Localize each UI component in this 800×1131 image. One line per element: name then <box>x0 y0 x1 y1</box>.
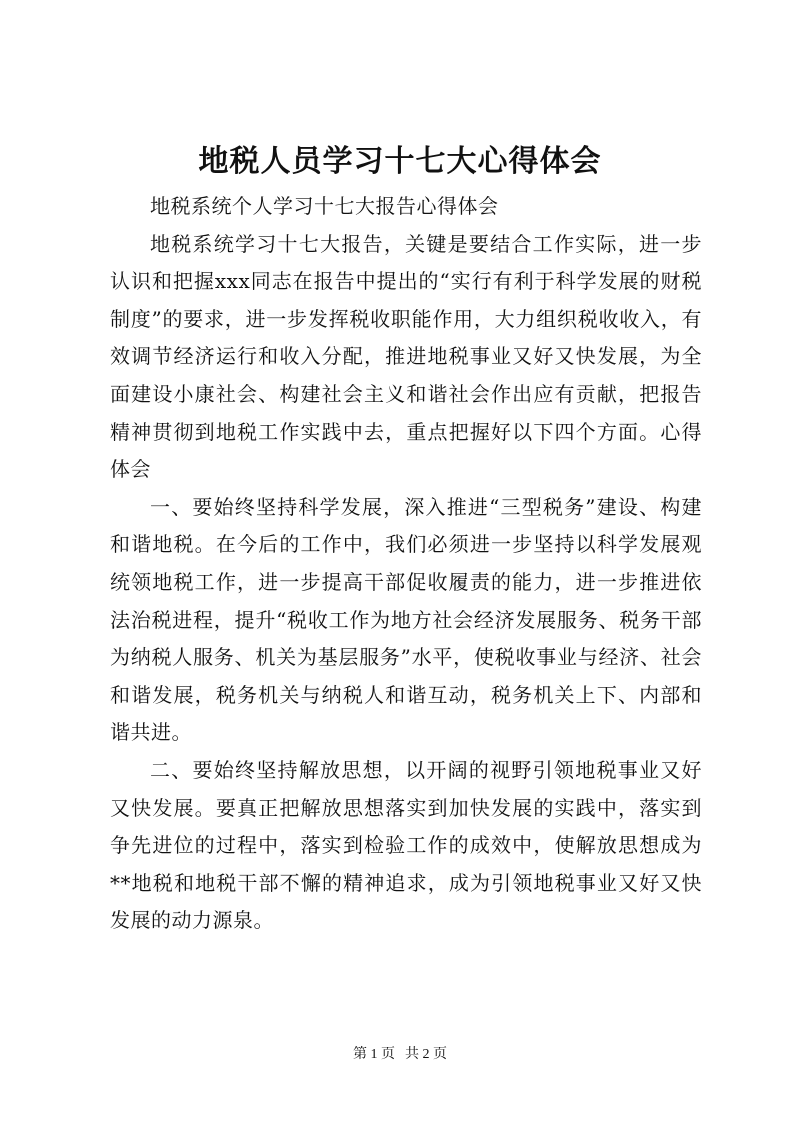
subtitle-paragraph: 地税系统个人学习十七大报告心得体会 <box>150 194 499 218</box>
document-body <box>110 188 702 940</box>
page-footer <box>0 1045 800 1065</box>
point-one-paragraph: 一、要始终坚持科学发展，深入推进“三型税务”建设、构建和谐地税。在今后的工作中，我们必须进一步坚持以科学发展观统领地税工作，进一步提高干部促收履责的能力，进一步推进依法治税进程，提升“税收工作为地方社会经济发展服务、税务干部为纳税人服务、机关为基层服务”水平，使税收事业与经济、社会和谐发展，税务机关与纳税人和谐互动，税务机关上下、内部和谐共进。 <box>110 494 702 745</box>
page-number: 第 1 页 <box>353 1047 395 1062</box>
point-two-paragraph: 二、要始终坚持解放思想，以开阔的视野引领地税事业又好又快发展。要真正把解放思想落实到加快发展的实践中，落实到争先进位的过程中，落实到检验工作的成效中，使解放思想成为**地税和地税干部不懈的精神追求，成为引领地税事业又好又快发展的动力源泉。 <box>110 757 702 933</box>
intro-paragraph: 地税系统学习十七大报告，关键是要结合工作实际，进一步认识和把握xxx同志在报告中提出的“实行有利于科学发展的财税制度”的要求，进一步发挥税收职能作用，大力组织税收收入，有效调节经济运行和收入分配，推进地税事业又好又快发展，为全面建设小康社会、构建社会主义和谐社会作出应有贡献，把报告精神贯彻到地税工作实践中去，重点把握好以下四个方面。心得体会 <box>110 231 702 482</box>
document-title: 地税人员学习十七大心得体会 <box>198 144 602 179</box>
page-total: 共 2 页 <box>405 1047 447 1062</box>
